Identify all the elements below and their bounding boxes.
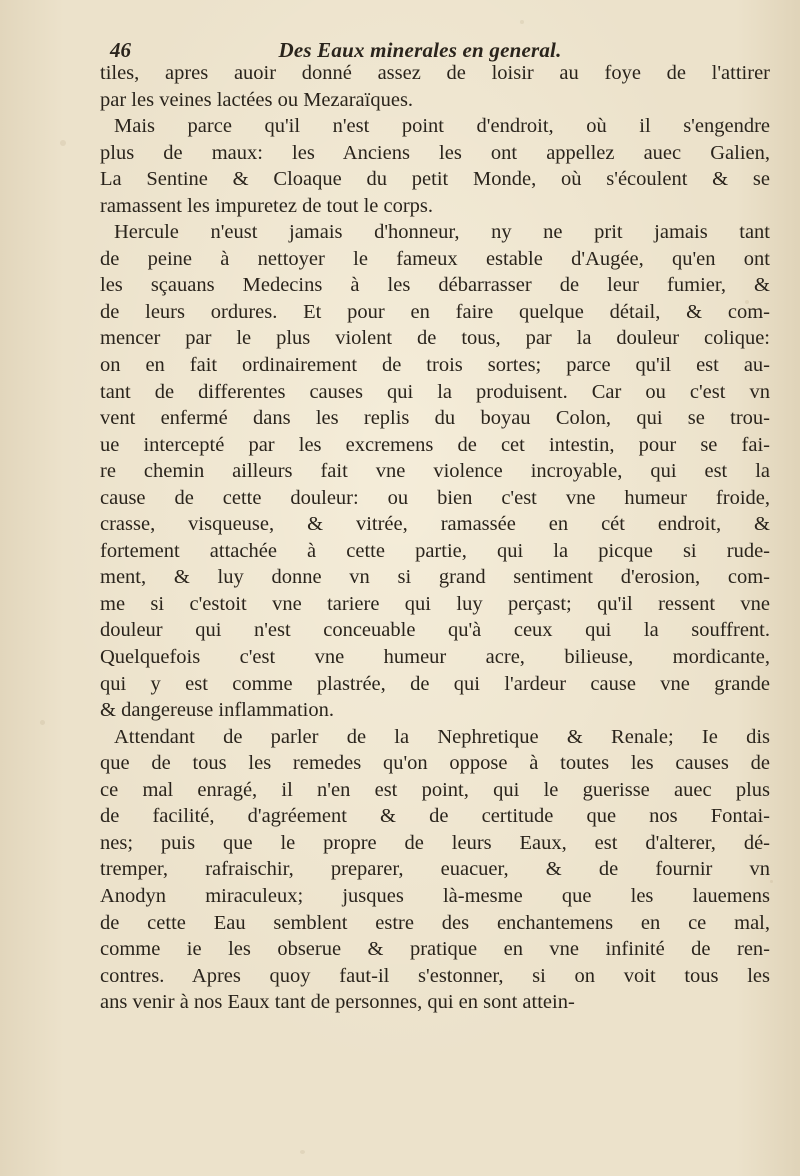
text-line: & dangereuse inflammation. (100, 699, 334, 722)
text-line: ramassent les impuretez de tout le corps. (100, 194, 434, 217)
text-line: tant de differentes causes qui la produisent. Car ou c'est vn (100, 380, 770, 403)
text-line: que de tous les remedes qu'on oppose à toutes les causes de (100, 752, 770, 775)
text-line: fortement attachée à cette partie, qui la picque si rude- (100, 539, 770, 562)
text-line: Hercule n'eust jamais d'honneur, ny ne prit jamais tant (114, 221, 770, 244)
text-line: tremper, rafraischir, preparer, euacuer, & de fournir vn (100, 858, 770, 881)
text-line: de cette Eau semblent estre des enchantemens en ce mal, (100, 911, 770, 934)
page-number: 46 (110, 38, 131, 62)
text-line: Anodyn miraculeux; jusques là-mesme que les lauemens (100, 884, 770, 907)
text-line: comme ie les obserue & pratique en vne infinité de ren- (100, 938, 770, 961)
text-line: mencer par le plus violent de tous, par la douleur colique: (100, 327, 770, 350)
text-line: douleur qui n'est conceuable qu'à ceux qui la souffrent. (100, 619, 770, 642)
text-line: qui y est comme plastrée, de qui l'ardeur cause vne grande (100, 672, 770, 695)
text-line: Attendant de parler de la Nephretique & Renale; Ie dis (114, 725, 770, 748)
text-line: La Sentine & Cloaque du petit Monde, où s'écoulent & se (100, 168, 770, 191)
text-line: de leurs ordures. Et pour en faire quelque détail, & com- (100, 300, 770, 323)
body-text (100, 60, 770, 1016)
text-line: tiles, apres auoir donné assez de loisir au foye de l'attirer (100, 62, 770, 84)
text-line: nes; puis que le propre de leurs Eaux, est d'alterer, dé- (100, 831, 770, 854)
text-line: ment, & luy donne vn si grand sentiment d'erosion, com- (100, 566, 770, 589)
text-line: cause de cette douleur: ou bien c'est vne humeur froide, (100, 486, 770, 509)
text-line: me si c'estoit vne tariere qui luy perçast; qu'il ressent vne (100, 592, 770, 615)
text-line: on en fait ordinairement de trois sortes; parce qu'il est au- (100, 354, 770, 377)
text-line: plus de maux: les Anciens les ont appellez auec Galien, (100, 141, 770, 164)
text-line: par les veines lactées ou Mezaraïques. (100, 88, 414, 111)
running-title: Des Eaux minerales en general. (278, 38, 562, 62)
text-line: ue intercepté par les excremens de cet intestin, pour se fai- (100, 433, 770, 456)
text-line: ans venir à nos Eaux tant de personnes, qui en sont attein- (100, 991, 575, 1014)
text-line: contres. Apres quoy faut-il s'estonner, si on voit tous les (100, 964, 770, 987)
text-line: Quelquefois c'est vne humeur acre, bilieuse, mordicante, (100, 646, 770, 669)
text-line: vent enfermé dans les replis du boyau Colon, qui se trou- (100, 407, 770, 430)
text-line: Mais parce qu'il n'est point d'endroit, où il s'engendre (114, 115, 770, 138)
text-line: crasse, visqueuse, & vitrée, ramassée en cét endroit, & (100, 513, 770, 536)
text-line: de facilité, d'agréement & de certitude que nos Fontai- (100, 805, 770, 828)
text-line: de peine à nettoyer le fameux estable d'Augée, qu'en ont (100, 247, 770, 270)
text-line: ce mal enragé, il n'en est point, qui le guerisse auec plus (100, 778, 770, 801)
text-line: re chemin ailleurs fait vne violence incroyable, qui est la (100, 460, 770, 483)
text-line: les sçauans Medecins à les débarrasser de leur fumier, & (100, 274, 770, 297)
